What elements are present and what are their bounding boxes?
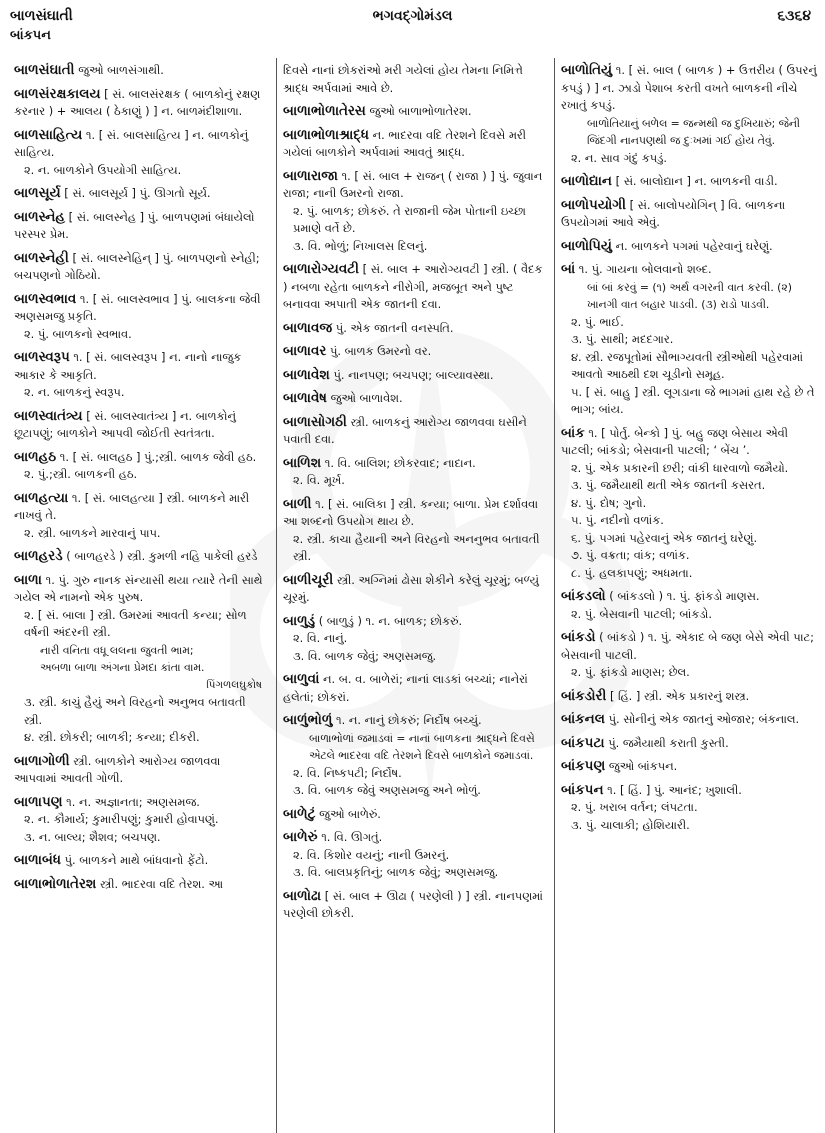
entry-definition-line [14,62,266,80]
entry-definition: સ્ત્રી. અગ્નિમાં ઢોસા શેકીને કરેલું ચૂરમું; બળ્યું ચૂરમું. [283,572,539,604]
dictionary-entry [561,425,819,583]
entry-headword: બાળસંરક્ષકાલય [14,85,101,102]
entry-sense: ૩. પું. જમૈયાથી થતી એક જાતની કસરત. [571,478,766,492]
entry-headword: બાળીચૂરી [283,571,334,588]
entry-definition: પું. બાળકને માથે બાંધવાનો ફેંટો. [64,853,209,867]
entry-definition-line [14,490,266,525]
entry-definition: પું. જમૈયાથી કરાતી કુસ્તી. [608,735,729,750]
entry-quote: નારી વનિતા વધૂ લલના જુવતી ભામ; [40,643,194,657]
dictionary-entry [14,852,266,870]
entry-definition: જુઓ બાંકપન. [608,759,678,773]
entry-definition-line [283,127,544,162]
entry-sense: ૭. પું. વક્રતા; વાંક; વળાંક. [571,548,690,562]
quote-attribution: પિંગળલઘુકોષ [206,678,262,691]
dictionary-entry [283,455,544,490]
entry-sense: ૬. પું. પગમાં પહેરવાનું એક જાતનું ઘરેણું. [571,530,758,545]
entry-headword: બાળસ્વભાવ [14,290,77,307]
entry-definition: ૧. ન. નાનું છોકરું; નિર્દોષ બચ્ચું. [336,713,482,727]
dictionary-entry [283,367,544,385]
entry-headword: બાંકપટા [561,734,605,751]
dictionary-entry [14,185,266,203]
entry-definition-line [561,588,819,606]
entry-definition-line [561,238,819,256]
entry-sense: ૨. [ સં. બાલા ] સ્ત્રી. ઉમરમાં આવતી કન્યા; સોળ વર્ષની અંદરની સ્ત્રી. [24,607,247,639]
entry-headword: બાળેટું [283,805,316,822]
entry-definition-line [283,806,544,824]
entry-sense: ૨. પું. બેસવાની પાટલી; બાંકડો. [571,606,713,621]
entry-definition: ૧. ન. અજ્ઞાનતા; અણસમજ. [66,794,200,809]
entry-sense: ૩. વિ. બાળક જેવું; અણસમજુ. [293,648,437,663]
entry-definition: ૧. [ પોર્તુ. બેન્કો ] પું. બહુ જણ બેસાય એવી પાટલી; બાંકડો; બેસવાની પાટલી; ‘ બેંચ ’. [561,425,788,457]
dictionary-entry [283,320,544,338]
dictionary-entry [14,876,266,894]
entry-definition-line [14,408,266,443]
entry-definition: સ્ત્રી. બાળકોને આરોગ્ય જાળવવા આપવામાં આવતી ગોળી. [14,753,221,785]
dictionary-entry [561,238,819,256]
entry-definition-line [561,758,819,776]
entry-definition: [ સં. બાલ + આરોગ્યવટી ] સ્ત્રી. ( વૈદક ) નબળા રહેતા બાળકને નીરોગી, મજબૂત અને પુષ્ટ બનાવવા અપાતી એક જાતની દવા. [283,262,543,311]
entry-definition-line [283,261,544,314]
entry-sense: ૨. વિ. નાનું. [293,631,348,645]
entry-sense: ૪. પું. દોષ; ગુનો. [571,495,647,510]
entry-definition-line [283,103,544,121]
entry-quote: અબળા બાળા અંગના પ્રેમદા કાંતા વામ. [40,661,205,674]
entry-definition-line [14,349,266,384]
dictionary-entry [561,688,819,706]
entry-headword: બાળી [283,495,312,512]
entry-definition-line [14,572,266,607]
entry-headword: બાંકડો [561,629,596,645]
entry-definition: ન. બાળકને પગમાં પહેરવાનું ઘરેણું. [615,238,773,253]
entry-headword: બાળા [14,571,42,588]
entry-headword: બાળોપયોગી [561,196,626,213]
entry-definition-line [283,671,544,706]
dictionary-entry [283,613,544,666]
dictionary-entry [14,250,266,285]
entry-headword: બાળોતિયું [561,62,613,78]
entry-definition: ૧. [ સં. બાલસ્વભાવ ] પું. બાલકના જેવી અણસમજુ પ્રકૃતિ. [14,291,261,323]
entry-definition-line [283,712,544,730]
entry-sense: ૩. પું. ચાલાકી; હોશિયારી. [571,817,690,832]
dictionary-entry [561,173,819,191]
entry-definition: ૧. [ સં. બાલહત્યા ] સ્ત્રી. બાળકને મારી નાખવું તે. [14,490,250,522]
entry-headword: બાળાવેષ [283,390,327,406]
entry-sense: ૩. વિ. બાળક જેવું અણસમજુ અને ભોળું. [293,783,481,797]
dictionary-entry [14,86,266,121]
entry-definition: પું. એક જાતની વનસ્પતિ. [335,320,454,335]
dictionary-entry [283,712,544,800]
entry-headword: બાળુડું [283,612,316,629]
column-1 [8,58,272,1133]
entry-headword: બાંકપન [561,781,604,798]
entry-definition-line [283,414,544,449]
entry-sense: ૨. પું. બાળક; છોકરું. તે રાજાની જેમ પોતાની ઇચ્છા પ્રમાણે વર્તે છે. [293,203,526,235]
entry-headword: બાળહત્યા [14,489,69,506]
entry-definition-line [14,185,266,203]
entry-definition: પું. બાળક ઉમરનો વર. [330,344,432,358]
entry-definition-line [561,261,819,279]
entry-definition: [ સં. બાલસ્નેહ ] પું. બાળપણમાં બંધાયેલો પરસ્પર પ્રેમ. [14,209,255,241]
entry-definition-line [283,888,544,923]
entry-sense: ૩. પું. સાથી; મદદગાર. [571,332,674,346]
entry-definition-line [561,782,819,800]
dictionary-entry [283,829,544,882]
dictionary-entry [14,490,266,543]
entry-sense: ૮. પું. હલકાપણું; અધમતા. [571,565,693,580]
entry-headword: બાંક [561,424,585,441]
entry-definition: ૧. [ સં. બાલસાહિત્ય ] ન. બાળકોનું સાહિત્ય. [14,127,249,159]
entry-definition: ૧. [ સં. બાલસ્વરૂપ ] ન. નાનો નાજુક આકાર કે આકૃતિ. [14,350,242,382]
entry-headword: બાળોપિયું [561,237,612,254]
dictionary-entry [14,62,266,80]
entry-headword: બાળારાજા [283,167,338,184]
entry-sense: ૨. વિ. કિશોર વયનું; નાની ઉમરનું. [293,847,450,862]
entry-definition: ૧. [ સં. બાલ + રાજન્ ( રાજા ) ] પું. જુવાન રાજા; નાની ઉમરનો રાજા. [283,168,543,200]
entry-sense: ૨. પું. બાળકનો સ્વભાવ. [24,326,132,341]
dictionary-entry [283,103,544,121]
entry-definition: [ સં. બાલસૂર્ય ] પું. ઊગતો સૂર્ય. [64,186,211,200]
entry-definition-line [14,250,266,285]
entry-headword: બાળહરડે [14,548,63,564]
entry-definition-line [283,572,544,607]
entry-definition-line [14,449,266,467]
entry-definition: [ હિં. ] સ્ત્રી. એક પ્રકારનું શસ્ત્ર. [609,688,750,703]
entry-sense: ૨. વિ. મૂર્ખ. [293,473,345,487]
entry-headword: બાળસ્નેહી [14,249,69,266]
dictionary-entry [283,496,544,566]
entry-definition: ૧. [ સં. બાલહઠ ] પું.;સ્ત્રી. બાળક જેવી હઠ. [59,449,257,464]
entry-definition: [ સં. બાલસંરક્ષક ( બાળકોનું રક્ષણ કરનાર ) + આલય ( ઠેકાણું ) ] ન. બાળમંદીશાળા. [14,86,261,118]
entry-headword: બાળસાહિત્ય [14,126,83,143]
entry-definition: ( બાળુડું ) ૧. ન. બાળક; છોકરું. [318,613,463,628]
entry-headword: બાં [561,261,576,277]
entry-definition: ન. બ. વ. બાળેરાં; નાનાં લાડકાં બચ્ચાં; નાનેરાં હલેતાં; છોકરાં. [283,672,528,704]
dictionary-entry [283,806,544,824]
entry-sense: ૩. વિ. ભોળું; નિખાલસ દિલનું. [293,238,428,253]
entry-definition-line [14,127,266,162]
entry-quote: બાં બાં કરવું = (૧) અર્થ વગરની વાત કરવી. (૨) ખાનગી વાત બહાર પાડવી. (૩) રાડો પાડવી. [587,280,792,311]
dictionary-entry [561,62,819,167]
entry-sense: ૨. સ્ત્રી. કાચા હૈયાની અને વિરહનો અનનુભવ બતાવતી સ્ત્રી. [293,531,540,563]
entry-definition: [ સં. બાલસ્વાતંત્ર્ય ] ન. બાળકોનું છૂટાપણું; બાળકોને આપવી જોઈતી સ્વતંત્રતા. [14,408,236,440]
entry-headword: બાળાભોળાશ્રાદ્ધ [283,126,369,143]
entry-definition: જુઓ બાળાભોળાતેરશ. [369,104,472,118]
entry-definition: ( બાળહરડે ) સ્ત્રી. કુમળી નહિ પાકેલી હરડે [66,549,258,563]
entry-definition-line [283,343,544,361]
entry-headword: બાળેરું [283,829,318,845]
entry-headword: બાળારોગ્યવટી [283,261,359,277]
dictionary-entry [283,343,544,361]
entry-sense: ૪. સ્ત્રી. રજપૂતોમાં સૌભાગ્યવતી સ્ત્રીઓથી પહેરવામાં આવતો આઠથી દશ ચૂડીનો સમૂહ. [571,349,803,381]
entry-sense: ૨. સ્ત્રી. બાળકને મારવાનું પાપ. [24,525,161,540]
entry-definition: ન. ભાદરવા વદિ તેરશને દિવસે મરી ગયેલાં બાળકોને અર્પવામાં આવતું શ્રાદ્ધ. [283,127,527,159]
entry-definition: ૧. પું. ગાયના બોલવાનો શબ્દ. [578,262,712,276]
entry-definition-line [561,711,819,729]
entry-definition: જુઓ બાળસંગાથી. [78,63,164,77]
entry-definition: ૧. વિ. ઊગતું. [321,830,383,844]
dictionary-entry [14,349,266,402]
entry-sense: ૨. ન. સાવ ગંદું કપડું. [571,150,668,165]
dictionary-entry [561,629,819,682]
entry-definition-line [561,173,819,191]
entry-continuation: દિવસે નાનાં છોકરાંઓ મરી ગયેલાં હોય તેમના નિમિત્તે શ્રાદ્ધ અર્પવામાં આવે છે. [283,63,523,95]
dictionary-entry [561,261,819,419]
entry-headword: બાળસંઘાતી [14,62,75,78]
entry-definition: ૧. વિ. બાલિશ; છોકરવાદ; નાદાન. [324,455,476,470]
entry-headword: બાળસ્વરૂપ [14,349,70,365]
entry-sense: ૨. ન. બાળકનું સ્વરૂપ. [24,385,125,399]
entry-definition-line [283,390,544,408]
entry-definition-line [561,629,819,664]
entry-definition-line [283,367,544,385]
entry-definition: પું. સોનીનું એક જાતનું ઓજાર; બંકનાલ. [608,712,800,726]
entry-headword: બાળોદ્યાન [561,173,612,189]
entry-definition: જુઓ બાળાવેશ. [330,391,403,405]
dictionary-entry [283,414,544,449]
entry-headword: બાળાબંધ [14,852,61,868]
left-guide-word: બાળસંઘાતી [10,8,73,24]
dictionary-title: ભગવદ્ગોમંડલ [372,8,453,24]
dictionary-entry [283,390,544,408]
entry-headword: બાંકડલો [561,588,606,604]
entry-headword: બાળાપણ [14,793,63,810]
dictionary-entry [14,127,266,180]
entry-sense: ૨. પું. ખરાબ વર્તન; લંપટતા. [571,800,698,814]
entry-headword: બાળહઠ [14,448,57,465]
page-number: ૬૩૬૪ [777,8,811,24]
entry-definition: સ્ત્રી. બાળકનું આરોગ્ય જાળવવા ઘસીને પવાતી દવા. [283,414,527,446]
dictionary-entry [561,782,819,835]
page-header [10,8,815,30]
entry-definition: સ્ત્રી. ભાદરવા વદિ તેરશ. આ [99,876,223,891]
entry-definition: ૧. પું. ગુરુ નાનક સંન્યાસી થયા ત્યારે તેની સાથે ગયેલ એ નામનો એક પુરુષ. [14,572,263,604]
entry-definition-line [561,425,819,460]
entry-headword: બાળુવાં [283,671,320,687]
dictionary-entry [561,588,819,623]
entry-headword: બાંકડોરી [561,687,607,704]
entry-quote: બાળોતિયાનું બળેલ = જન્મથી જ દુખિયારું; જેની જિંદગી નાનપણથી જ દુઃખમાં ગઈ હોય તેવું. [587,116,801,147]
entry-headword: બાળિશ [283,454,322,471]
entry-headword: બાંકપણ [561,758,606,774]
entry-sense: ૨. પું. ફાંકડો માણસ; છેલ. [571,665,690,679]
entry-definition-line [14,753,266,788]
entry-sense: ૨. પું. એક પ્રકારની છરી; વાંકી ધારવાળો જમૈયો. [571,460,789,475]
dictionary-entry [561,735,819,753]
entry-definition-line [14,876,266,894]
entry-definition-line [561,197,819,232]
dictionary-entry [283,127,544,162]
entry-definition-line [283,455,544,473]
dictionary-entry [14,291,266,344]
dictionary-columns [8,58,819,1133]
dictionary-entry [14,548,266,566]
entry-definition: ૧. [ સં. બાલ ( બાળક ) + ઉત્તરીય ( ઉપરનું કપડું ) ] ન. ઝાડો પેશાબ કરતી વખતે બાળકની નીચે રખાતું કપડું. [561,63,817,112]
entry-sense: ૫. [ સં. બાહુ ] સ્ત્રી. લૂગડાના જે ભાગમાં હાથ રહે છે તે ભાગ; બાંય. [571,384,815,416]
right-guide-word: બાંકપન [10,28,51,43]
dictionary-entry [283,671,544,706]
entry-definition-line [14,794,266,812]
entry-sense: ૫. પું. નદીનો વળાંક. [571,513,664,527]
entry-sense: ૩. વિ. બાલપ્રકૃતિનું; બાળક જેવું; અણસમજુ. [293,865,499,879]
dictionary-entry [283,261,544,314]
entry-definition: ( બાંકડલો ) ૧. પું. ફાંકડો માણસ. [609,589,760,603]
entry-sense: ૩. ન. બાલ્ય; શૈશવ; બચપણ. [24,829,161,844]
entry-definition: [ સં. બાલોદ્યાન ] ન. બાળકની વાડી. [615,174,778,188]
entry-definition-line [14,291,266,326]
entry-definition-line [14,548,266,566]
dictionary-entry [14,572,266,747]
entry-definition-line [14,86,266,121]
entry-headword: બાળોઢા [283,887,322,904]
entry-definition: ૧. [ હિં. ] પું. આનંદ; ખુશાલી. [607,782,742,797]
entry-headword: બાળાવેશ [283,366,330,383]
entry-definition-line [283,829,544,847]
dictionary-entry [14,753,266,788]
entry-headword: બાળાસોગઠી [283,413,347,430]
dictionary-entry [283,572,544,607]
entry-definition-line [283,320,544,338]
entry-definition: પું. નાનપણ; બચપણ; બાલ્યાવસ્થા. [333,367,494,382]
entry-headword: બાળાભોળાતેરસ [283,103,366,119]
dictionary-entry [283,168,544,256]
entry-definition: [ સં. બાલોપયોગિન્ ] વિ. બાળકના ઉપયોગમાં આવે એવું. [561,197,786,229]
dictionary-entry [561,197,819,232]
entry-definition: ૧. [ સં. બાલિકા ] સ્ત્રી. કન્યા; બાળા. પ્રેમ દર્શાવવા આ શબ્દનો ઉપયોગ થાય છે. [283,496,539,528]
entry-definition: જુઓ બાળેરું. [319,806,381,821]
dictionary-entry [14,408,266,443]
entry-headword: બાળાવર [283,343,327,359]
entry-definition-line [561,688,819,706]
entry-definition-line [14,852,266,870]
entry-definition-line [14,209,266,244]
dictionary-entry [14,449,266,484]
dictionary-entry [561,758,819,776]
entry-headword: બાળસ્વાતંત્ર્ય [14,407,83,424]
entry-headword: બાળાભોળાતેરશ [14,875,97,892]
entry-sense: ૪. સ્ત્રી. છોકરી; બાળકી; કન્યા; દીકરી. [24,730,200,744]
dictionary-entry [14,209,266,244]
entry-sense: ૨. ન. કૌમાર્ય; કુમારીપણું; કુમારી હોવાપણું. [24,812,219,826]
entry-definition-line [283,613,544,631]
entry-sense: ૩. સ્ત્રી. કાચું હૈયું અને વિરહનો અનુભવ બતાવતી સ્ત્રી. [24,695,246,727]
entry-definition: ( બાંકડો ) ૧. પું. એકાદ બે જણ બેસે એવી પાટ; બેસવાની પાટલી. [561,630,814,662]
entry-headword: બાળાવજ [283,319,333,336]
entry-headword: બાળસ્નેહ [14,208,66,225]
dictionary-entry [283,888,544,923]
entry-definition: [ સં. બાલ + ઊઢા ( પરણેલી ) ] સ્ત્રી. નાનપણમાં પરણેલી છોકરી. [283,888,543,920]
entry-headword: બાળુંભોળું [283,712,333,728]
entry-sense: ૨. વિ. નિષ્કપટી; નિર્દોષ. [293,765,402,780]
entry-definition: [ સં. બાલસ્નેહિન્ ] પું. બાળપણનો સ્નેહી; બચપણનો ગોઠિયો. [14,250,260,282]
entry-sense: ૨. ન. બાળકોને ઉપયોગી સાહિત્ય. [24,162,182,177]
entry-definition-line [561,735,819,753]
entry-headword: બાંકનલ [561,711,605,727]
column-2 [276,58,550,1133]
entry-definition-line [561,62,819,115]
entry-definition-line [283,168,544,203]
entry-sense: ૨. પું.;સ્ત્રી. બાળકની હઠ. [24,467,138,481]
entry-definition-line [283,496,544,531]
entry-headword: બાળસૂર્ય [14,185,61,201]
entry-sense: ૨. પું. ભાઈ. [571,314,624,329]
entry-headword: બાળાગોળી [14,752,70,769]
dictionary-entry [561,711,819,729]
entry-quote: બાળાભોળાં જમાડવાં = નાનાં બાળકના શ્રાદ્ધને દિવસે એટલે ભાદરવા વદિ તેરશને દિવસે બાળકોને જમાડવાં. [309,731,535,762]
column-3 [554,58,825,1133]
dictionary-entry [14,794,266,847]
